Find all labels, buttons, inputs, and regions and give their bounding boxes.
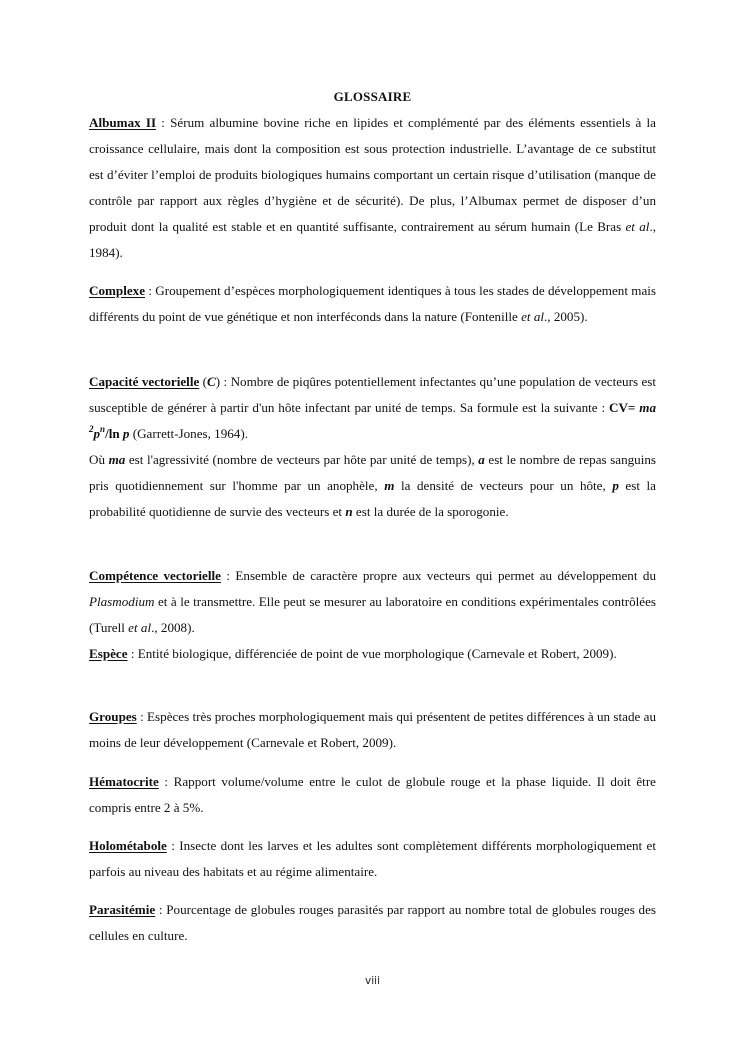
definition-text: ., 2005). [544, 309, 588, 324]
glossary-entry-hematocrite [89, 769, 656, 821]
term-separator: : [155, 902, 167, 917]
definition-text: ., 1984). [89, 219, 656, 260]
definition-text: Où [89, 452, 109, 467]
definition-text: Ensemble de caractère propre aux vecteurs qui permet au développement du [235, 568, 657, 583]
plasmodium-italic: Plasmodium [89, 594, 155, 609]
et-al: et al [625, 219, 650, 234]
symbol-c: C [207, 374, 216, 389]
definition-text: est l'agressivité (nombre de vecteurs par hôte par unité de temps), [125, 452, 479, 467]
definition-text: (Garrett-Jones, 1964). [129, 426, 248, 441]
var-ma: ma [108, 452, 126, 467]
formula-ln: /ln [105, 426, 123, 441]
page-number: viii [365, 975, 380, 987]
glossary-term: Complexe [89, 283, 146, 298]
term-separator: : [158, 774, 174, 789]
glossary-term: Capacité vectorielle [89, 374, 200, 389]
glossary-term: Hématocrite [89, 774, 159, 789]
glossary-term: Groupes [89, 709, 137, 724]
glossary-term: Holométabole [89, 838, 167, 853]
glossary-term: Parasitémie [89, 902, 156, 917]
term-separator: : [156, 115, 171, 130]
definition-text: Rapport volume/volume entre le culot de globule rouge et la phase liquide. Il doit être compris entre 2 à 5%. [89, 774, 656, 815]
definition-text: la densité de vecteurs pour un hôte, [394, 478, 613, 493]
var-m: m [384, 478, 395, 493]
definition-text: Pourcentage de globules rouges parasités par rapport au nombre total de globules rouges des cellules en culture. [89, 902, 656, 943]
page-title: GLOSSAIRE [333, 89, 412, 104]
glossary-entry-capacite-vectorielle [89, 369, 656, 525]
et-al: et al [128, 620, 152, 635]
var-a: a [478, 452, 485, 467]
var-p: p [612, 478, 619, 493]
glossary-term: Albumax II [89, 115, 157, 130]
term-separator: : [127, 646, 138, 661]
definition-text: est la durée de la sporogonie. [352, 504, 509, 519]
glossary-entry-holometabole [89, 833, 656, 885]
term-separator: : [136, 709, 148, 724]
term-separator: : [145, 283, 156, 298]
glossary-entry-competence-vectorielle [89, 563, 656, 641]
definition-text: est le nombre de repas sanguins pris quotidiennement sur l'homme par un anophèle, [89, 452, 656, 493]
definition-text: : Nombre de piqûres potentiellement infectantes qu’une population de vecteurs est susceptible de générer à partir d'un hôte infectant par unité de temps. Sa formule est la suivante : [89, 374, 656, 415]
formula-ma: ma [635, 400, 656, 415]
glossary-term: Espèce [89, 646, 128, 661]
formula-sup-2: 2 [89, 424, 94, 434]
paren-close: ) [215, 374, 221, 389]
paren-open: ( [199, 374, 208, 389]
definition-text: est la probabilité quotidienne de survie des vecteurs et [89, 478, 656, 519]
term-separator: : [220, 568, 236, 583]
definition-text: Entité biologique, différenciée de point de vue morphologique (Carnevale et Robert, 2009). [137, 646, 617, 661]
et-al: et al [521, 309, 545, 324]
glossary-term: Compétence vectorielle [89, 568, 221, 583]
glossary-entry-complexe [89, 278, 656, 330]
definition-text: Espèces très proches morphologiquement mais qui présentent de petites différences à un stade au moins de leur développement (Carnevale et Robert, 2009). [89, 709, 656, 750]
definition-text: Sérum albumine bovine riche en lipides et complémenté par des éléments essentiels à la croissance cellulaire, mais dont la composition est sous protection industrielle. L’avantage de ce substitut est d’éviter l’emploi de produits biologiques humains comportant un certain risque d’utilisation (manque de contrôle par rapport aux règles d’hygiène et de sécurité). De plus, l’Albumax permet de disposer d’un produit dont la qualité est stable et en quantité suffisante, contrairement au sérum humain (Le Bras [89, 115, 656, 234]
definition-text: Groupement d’espèces morphologiquement identiques à tous les stades de développement mais différents du point de vue génétique et non interféconds dans la nature (Fontenille [89, 283, 657, 324]
formula-cv: CV= [609, 400, 636, 415]
formula-sup-n: n [100, 424, 106, 434]
glossary-entry-groupes [89, 704, 656, 756]
var-n: n [345, 504, 353, 519]
definition-text: ., 2008). [151, 620, 195, 635]
glossary-entry-albumax [89, 110, 656, 266]
glossary-entry-espece [89, 641, 656, 667]
formula-p: p [93, 426, 101, 441]
formula-p2: p [122, 426, 130, 441]
glossary-entry-parasitemie [89, 897, 656, 949]
definition-text: Insecte dont les larves et les adultes sont complètement différents morphologiquement et parfois au niveau des habitats et au régime alimentaire. [89, 838, 657, 879]
definition-text: et à le transmettre. Elle peut se mesurer au laboratoire en conditions expérimentales contrôlées (Turell [89, 594, 656, 635]
term-separator: : [166, 838, 180, 853]
